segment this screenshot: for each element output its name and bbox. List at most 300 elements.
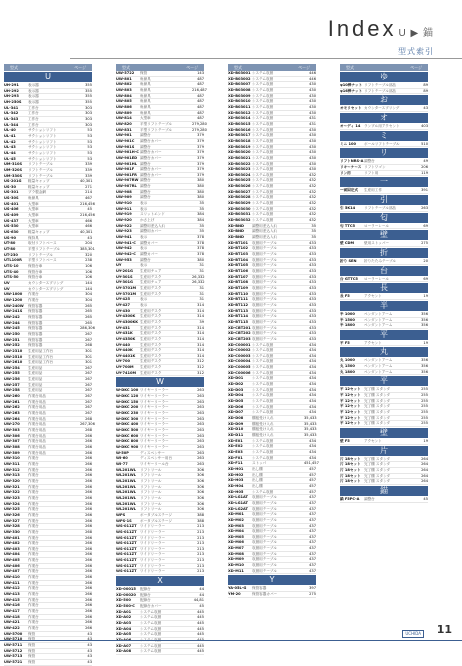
page-ref: 266 <box>85 501 92 506</box>
page-ref: 355 <box>85 83 92 87</box>
description: 完了棚 スタンダ <box>364 410 391 415</box>
page-ref: 275 <box>421 241 428 246</box>
model-code: WL201WL <box>116 478 137 483</box>
model-code: WS-011ZT <box>116 546 137 551</box>
page-ref: 26,332 <box>192 280 205 285</box>
model-code: XD-LG1AT <box>228 500 249 505</box>
description: 作業台 <box>28 609 39 614</box>
page-ref: 43 <box>87 659 92 664</box>
description: 完了棚 スタンダ <box>364 462 391 467</box>
model-code: UY-440K <box>116 348 133 353</box>
description: 保持具 <box>28 235 39 240</box>
page-ref: 266 <box>85 552 92 557</box>
description: 作業台 <box>28 529 39 534</box>
model-code: UW-901ED <box>116 155 138 160</box>
model-code: XD-BND <box>228 229 245 234</box>
page-ref: 355 <box>85 99 92 104</box>
index-row <box>340 124 428 130</box>
description: システム収納 <box>252 116 274 121</box>
description: 生産用品 <box>28 382 43 387</box>
model-code: XD-BT114 <box>228 314 249 319</box>
model-code: UW-922 <box>116 223 132 228</box>
model-code: XD-D01 <box>228 376 244 381</box>
description: システム収納 <box>252 348 274 353</box>
model-code: US-437 <box>4 218 19 223</box>
model-code: UV <box>4 280 10 285</box>
description: 作業台用品 <box>28 416 46 421</box>
description: 完了棚 スタンダ <box>364 473 391 478</box>
index-row <box>116 649 204 655</box>
model-code: XD-D04 <box>228 393 244 398</box>
page-ref: 432 <box>309 178 316 183</box>
section-letter: 台 <box>340 266 428 276</box>
description: 完了棚 スタンダ <box>364 404 391 409</box>
model-code: 丸 1500 <box>340 364 355 369</box>
description: 角締具 <box>28 196 39 201</box>
page-ref: 432 <box>309 195 316 200</box>
description: システム収納 <box>252 455 274 460</box>
description: 平型リフトテーブル <box>140 121 173 126</box>
description: 調整台 <box>140 189 151 194</box>
model-code: XD-B03032 <box>228 218 251 223</box>
description: システム収納 <box>252 93 274 98</box>
model-code: UT-230 <box>4 252 18 257</box>
description: システム収納 <box>140 609 162 614</box>
model-code: UY-3701M <box>116 291 137 296</box>
index-row <box>4 660 92 666</box>
index-row <box>340 479 428 485</box>
model-code: UW-327 <box>4 518 20 523</box>
description: システム収納 <box>140 643 162 648</box>
model-code: UW-308 <box>4 445 20 449</box>
page-ref: 45 <box>423 496 428 501</box>
description: 大型車 <box>28 207 39 212</box>
description: システム収納 <box>252 155 274 160</box>
page-ref: 255 <box>421 398 428 403</box>
page-ref: 303 <box>85 105 92 110</box>
model-code: UW-401 <box>4 535 20 540</box>
page-ref: 433 <box>309 291 316 296</box>
section-letter: リ <box>340 148 428 158</box>
page-ref: 437 <box>309 568 316 573</box>
page-ref: 380 <box>197 184 204 189</box>
description: 角締具 <box>140 93 151 98</box>
description: 保管 <box>28 631 36 636</box>
model-code: UW-264 <box>4 416 20 421</box>
model-code: UY-430 <box>116 308 130 313</box>
model-code: UT-80 <box>4 241 16 246</box>
model-code: XD-M03 <box>228 523 244 528</box>
description: ランプル用アクセント <box>364 123 400 128</box>
page-ref: 89 <box>423 88 428 93</box>
description: 出し棚 <box>252 472 263 477</box>
page-ref: 53 <box>87 139 92 144</box>
brand-logo: UCHIDA <box>402 630 424 638</box>
description: ワイヤーリーラー <box>140 428 169 433</box>
page-ref: 378 <box>197 246 204 251</box>
page-ref: 487 <box>197 116 204 121</box>
description: ローラーレール <box>364 276 390 281</box>
page-ref: 263 <box>197 450 204 455</box>
page-ref: 434 <box>309 438 316 443</box>
page-ref: 216,487 <box>192 87 207 92</box>
page-ref: 379 <box>197 138 204 143</box>
page-ref: 314 <box>197 302 204 307</box>
page-ref: 434 <box>309 455 316 460</box>
page-ref: 119 <box>421 170 428 175</box>
page-number: 11 <box>436 623 452 636</box>
description: ワイドリーラー <box>140 558 166 563</box>
model-code: UW-942-C <box>116 252 136 256</box>
page-ref: 266 <box>85 592 92 597</box>
page-ref: 31 <box>199 291 204 296</box>
description: 軽量キャップ <box>28 184 50 189</box>
page-ref: 303 <box>85 116 92 121</box>
page-ref: 255 <box>421 393 428 398</box>
model-code: UW-320 <box>4 478 20 483</box>
description: 生産用デスク <box>140 359 162 364</box>
description: システム収納 <box>252 138 274 143</box>
model-code: US-409 <box>4 213 19 218</box>
description: 保管 <box>28 648 36 653</box>
description: 保管 <box>28 654 36 659</box>
model-code: XD-BT104 <box>228 257 249 262</box>
description: 収納用テーブル <box>252 257 277 262</box>
description: 保管 <box>28 637 36 642</box>
model-code: XD-BT105 <box>228 263 249 268</box>
page-ref: 314 <box>197 336 204 341</box>
description: 作業台 <box>28 507 39 512</box>
model-code: UY-700 <box>116 359 130 364</box>
page-ref: 466 <box>85 224 92 229</box>
page-ref: 379 <box>197 133 204 138</box>
model-code: WS-011ZT <box>116 569 137 574</box>
description: システム収納 <box>252 195 274 200</box>
page-ref: 216,456 <box>80 201 95 206</box>
page-ref: 306 <box>197 490 204 495</box>
description: 収納用テーブル <box>252 291 277 296</box>
page-ref: 213 <box>197 535 204 540</box>
description: 工作台 <box>28 122 39 127</box>
page-ref: 356 <box>421 358 428 363</box>
section-letter: 折 <box>340 248 428 258</box>
description: ワイヤーリーラー <box>140 416 169 421</box>
model-code: W-DKC 900 <box>116 445 139 449</box>
page-ref: 433 <box>309 240 316 245</box>
page-ref: 263 <box>421 205 428 210</box>
page-ref: 266 <box>85 467 92 472</box>
page-ref: 433 <box>309 246 316 251</box>
page-ref: 380 <box>197 195 204 200</box>
page-ref: 53 <box>87 145 92 150</box>
description: ワイヤーリーラー <box>140 439 169 444</box>
page-ref: 434 <box>309 387 316 392</box>
page-ref: 433 <box>309 280 316 285</box>
description: システム収納 <box>252 161 274 166</box>
model-code: XD-B03011 <box>228 104 251 109</box>
page-ref: 430 <box>309 82 316 87</box>
page-ref: 43 <box>423 106 428 111</box>
model-code: UW-326 <box>4 512 20 517</box>
page-ref: 266 <box>85 450 92 455</box>
model-code: UW-306 <box>4 433 20 438</box>
description: 収納用テーブル <box>252 240 277 245</box>
description: 調整用差込入れ <box>252 229 278 234</box>
page-ref: 432 <box>309 206 316 211</box>
page-ref: 31 <box>199 268 204 273</box>
model-code: UW-312 <box>4 467 20 472</box>
model-code: WS-011ZT <box>116 529 137 534</box>
description: 作業台用品 <box>28 433 46 438</box>
description: 作業台 <box>28 592 39 597</box>
page-ref: 446 <box>309 76 316 81</box>
description: 調整台カバー <box>140 138 162 143</box>
model-code: WS-011ZT <box>116 558 137 563</box>
index-column-3 <box>228 64 319 598</box>
page-ref: 20 <box>423 258 428 263</box>
model-code: XD-BT101 <box>228 240 249 245</box>
index-row <box>340 188 428 194</box>
page-ref: 53 <box>87 156 92 161</box>
page-ref: 35,433 <box>304 416 317 421</box>
page-ref: 314 <box>197 308 204 313</box>
description: 保管容器 <box>28 314 43 319</box>
description: 表示 <box>140 302 148 307</box>
page-ref: 314 <box>197 342 204 347</box>
page-ref: 437 <box>309 563 316 568</box>
model-code: XD-C00003 <box>228 353 251 358</box>
description: 作業台 <box>28 473 39 478</box>
page-ref: 391 <box>421 188 428 193</box>
column-header-label: 型式 <box>234 65 242 70</box>
model-code: UW-242 <box>4 314 20 319</box>
description: 作業台 <box>28 580 39 585</box>
description: 収納用テーブル <box>252 308 277 313</box>
model-code: 半 1500 <box>340 317 355 322</box>
index-row <box>340 497 428 503</box>
description: リフトテーブル部品 <box>364 205 397 210</box>
description: 調整台カバー <box>140 150 162 155</box>
description: 保管台車 <box>28 275 43 280</box>
model-code: UW-255 <box>4 371 20 376</box>
page-ref: 286,306 <box>80 326 95 331</box>
description: システム収納 <box>252 167 274 172</box>
page-ref: 431 <box>309 121 316 126</box>
model-code: UY-4350K <box>116 336 136 341</box>
page-ref: 434 <box>309 382 316 387</box>
description: ワイドリーラー <box>140 569 166 574</box>
model-code: XD-A01 <box>116 609 132 614</box>
description: 生産用チェア <box>140 280 162 285</box>
page-ref: 275 <box>309 592 316 597</box>
page-ref: 144 <box>85 280 92 285</box>
model-code: XD-H01 <box>228 466 244 471</box>
page-ref: 106 <box>85 275 92 280</box>
model-code: XD-LG1AT <box>228 495 249 500</box>
model-code: 台 GTTC5 <box>340 276 358 281</box>
page-ref: 379 <box>197 144 204 149</box>
page-ref: 213 <box>197 524 204 529</box>
model-code: UW-1000 <box>4 292 23 297</box>
model-code: 片 18セット <box>340 468 361 472</box>
model-code: XD-BT108 <box>228 280 249 285</box>
page-ref: 106 <box>85 264 92 268</box>
page-ref: 445 <box>197 609 204 614</box>
model-code: XD-D03 <box>228 387 244 392</box>
page-ref: 306 <box>197 473 204 478</box>
description: サクションリフト <box>28 133 57 138</box>
description: 収納用テーブル <box>252 336 277 341</box>
description: 作業台 <box>28 524 39 529</box>
description: システム収納 <box>252 370 274 375</box>
description: 配線台 <box>140 587 151 592</box>
model-code: UW-261 <box>4 399 20 404</box>
page-ref: 356 <box>421 317 428 322</box>
description: 配線台 <box>140 598 151 603</box>
page-ref: 385,301 <box>80 247 95 252</box>
model-code: W-DKC 500 <box>116 428 139 433</box>
page-ref: 31 <box>199 263 204 268</box>
page-ref: 379 <box>197 150 204 155</box>
page-ref: 266 <box>85 433 92 438</box>
page-ref: 445 <box>197 638 204 642</box>
page-ref: 267 <box>85 394 92 399</box>
description: システム収納 <box>252 172 274 177</box>
page-ref: 312 <box>197 365 204 370</box>
model-code: UW-410 <box>4 575 20 580</box>
page-ref: 35 <box>199 201 204 206</box>
description: システム収納 <box>252 87 274 92</box>
description: 作業台用品 <box>28 411 46 416</box>
description: システム収納 <box>252 189 274 194</box>
page-ref: 266 <box>85 535 92 540</box>
model-code: XD-M04 <box>228 529 244 534</box>
page-ref: 457 <box>309 472 316 477</box>
page-ref: 433 <box>309 252 316 256</box>
page-ref: 430 <box>309 167 316 172</box>
description: 収納用テーブル <box>252 252 277 256</box>
page-ref: 213 <box>197 558 204 563</box>
description: 生産用デスク <box>140 308 162 313</box>
page-ref: 466 <box>85 218 92 223</box>
model-code: UW-416 <box>4 603 20 608</box>
model-code: UW-801 <box>116 76 132 81</box>
model-code: US-201G <box>4 179 22 184</box>
model-code: UTL100R <box>4 258 22 263</box>
description: 作業台 <box>28 603 39 608</box>
description: 生産用品工作台 <box>28 348 54 353</box>
column-header-page: ページ <box>410 65 422 70</box>
page-ref: 304 <box>85 292 92 297</box>
page-ref: 266 <box>85 439 92 444</box>
column-header <box>4 64 92 71</box>
description: アクセント <box>364 340 382 345</box>
page-ref: 432 <box>309 201 316 206</box>
model-code: UW-307 <box>4 439 20 444</box>
model-code: US-401 <box>4 201 19 206</box>
description: 角締具 <box>140 99 151 104</box>
page-ref: 380 <box>197 189 204 194</box>
model-code: UW-402 <box>4 541 20 546</box>
page-ref: 266 <box>85 546 92 551</box>
section-letter: 半 <box>340 301 428 311</box>
page-ref: 263 <box>197 388 204 393</box>
description: 収納用テーブル <box>252 297 277 302</box>
model-code: 一面固定式 <box>340 188 358 193</box>
description: システム収納 <box>140 621 162 626</box>
description: 保管 <box>28 642 36 647</box>
model-code: UY-431K <box>116 331 133 336</box>
page-ref: 430 <box>309 127 316 132</box>
model-code: XD-D11 <box>228 433 244 437</box>
model-code: XD-E03 <box>228 449 243 454</box>
description: 棚板受け入れ <box>252 421 274 426</box>
model-code: W-DKC 300 <box>116 416 139 421</box>
model-code: UW-901HL <box>116 161 138 166</box>
page-ref: 356 <box>421 364 428 369</box>
model-code: 半 1800 <box>340 323 355 328</box>
description: システム収納 <box>252 76 274 81</box>
page-ref: 35,433 <box>304 433 317 437</box>
model-code: UW-804 <box>116 93 132 98</box>
page-ref: 430 <box>309 104 316 109</box>
description: カウンタースプリング <box>364 106 400 111</box>
description: 作業台 <box>28 541 39 546</box>
model-code: XD-B03019 <box>228 144 251 149</box>
model-code: 片 18セット <box>340 462 361 467</box>
page-ref: 434 <box>309 359 316 364</box>
section-letter: 片 <box>340 446 428 456</box>
page-ref: 380 <box>197 257 204 262</box>
page-ref: 303 <box>85 122 92 127</box>
model-code: UW-252 <box>4 343 20 348</box>
page-ref: 437 <box>309 495 316 500</box>
page-ref: 457 <box>309 466 316 471</box>
page-ref: 213 <box>197 546 204 551</box>
description: 作業台 <box>28 501 39 506</box>
model-code: オーディ 14 <box>340 123 361 128</box>
description: 生産用品 <box>28 365 43 370</box>
description: リフトワゴン <box>364 164 386 169</box>
description: 保管容器 <box>28 309 43 314</box>
model-code: XD-00020 <box>116 592 136 597</box>
page-ref: 266 <box>85 495 92 500</box>
page-ref: 49 <box>423 159 428 164</box>
index-row <box>116 569 204 575</box>
page-ref: 35,433 <box>304 421 317 426</box>
description: 表示器 <box>28 83 39 87</box>
page-ref: 266 <box>85 478 92 483</box>
description: 大型車 <box>28 224 39 229</box>
model-code: UW-313 <box>4 473 20 478</box>
description: 調整台 <box>364 159 375 164</box>
model-code: UW-5712 <box>4 648 23 653</box>
section-letter: 平 <box>340 376 428 386</box>
description: システム収納 <box>252 444 274 449</box>
description: 工作台 <box>28 105 39 110</box>
model-code: W-DKC 800 <box>116 439 139 444</box>
description: 軽量キャップ <box>28 230 50 235</box>
page-ref: 268 <box>85 529 92 534</box>
description: 調整台カバー <box>140 155 162 160</box>
page-ref: 430 <box>309 161 316 166</box>
model-code: UW-324 <box>4 501 20 506</box>
description: 作業台用品 <box>28 445 46 449</box>
description: 作業台 <box>28 456 39 461</box>
model-code: UW-942 <box>116 246 132 251</box>
page-ref: 43 <box>87 637 92 642</box>
model-code: UY-301S <box>116 274 133 279</box>
